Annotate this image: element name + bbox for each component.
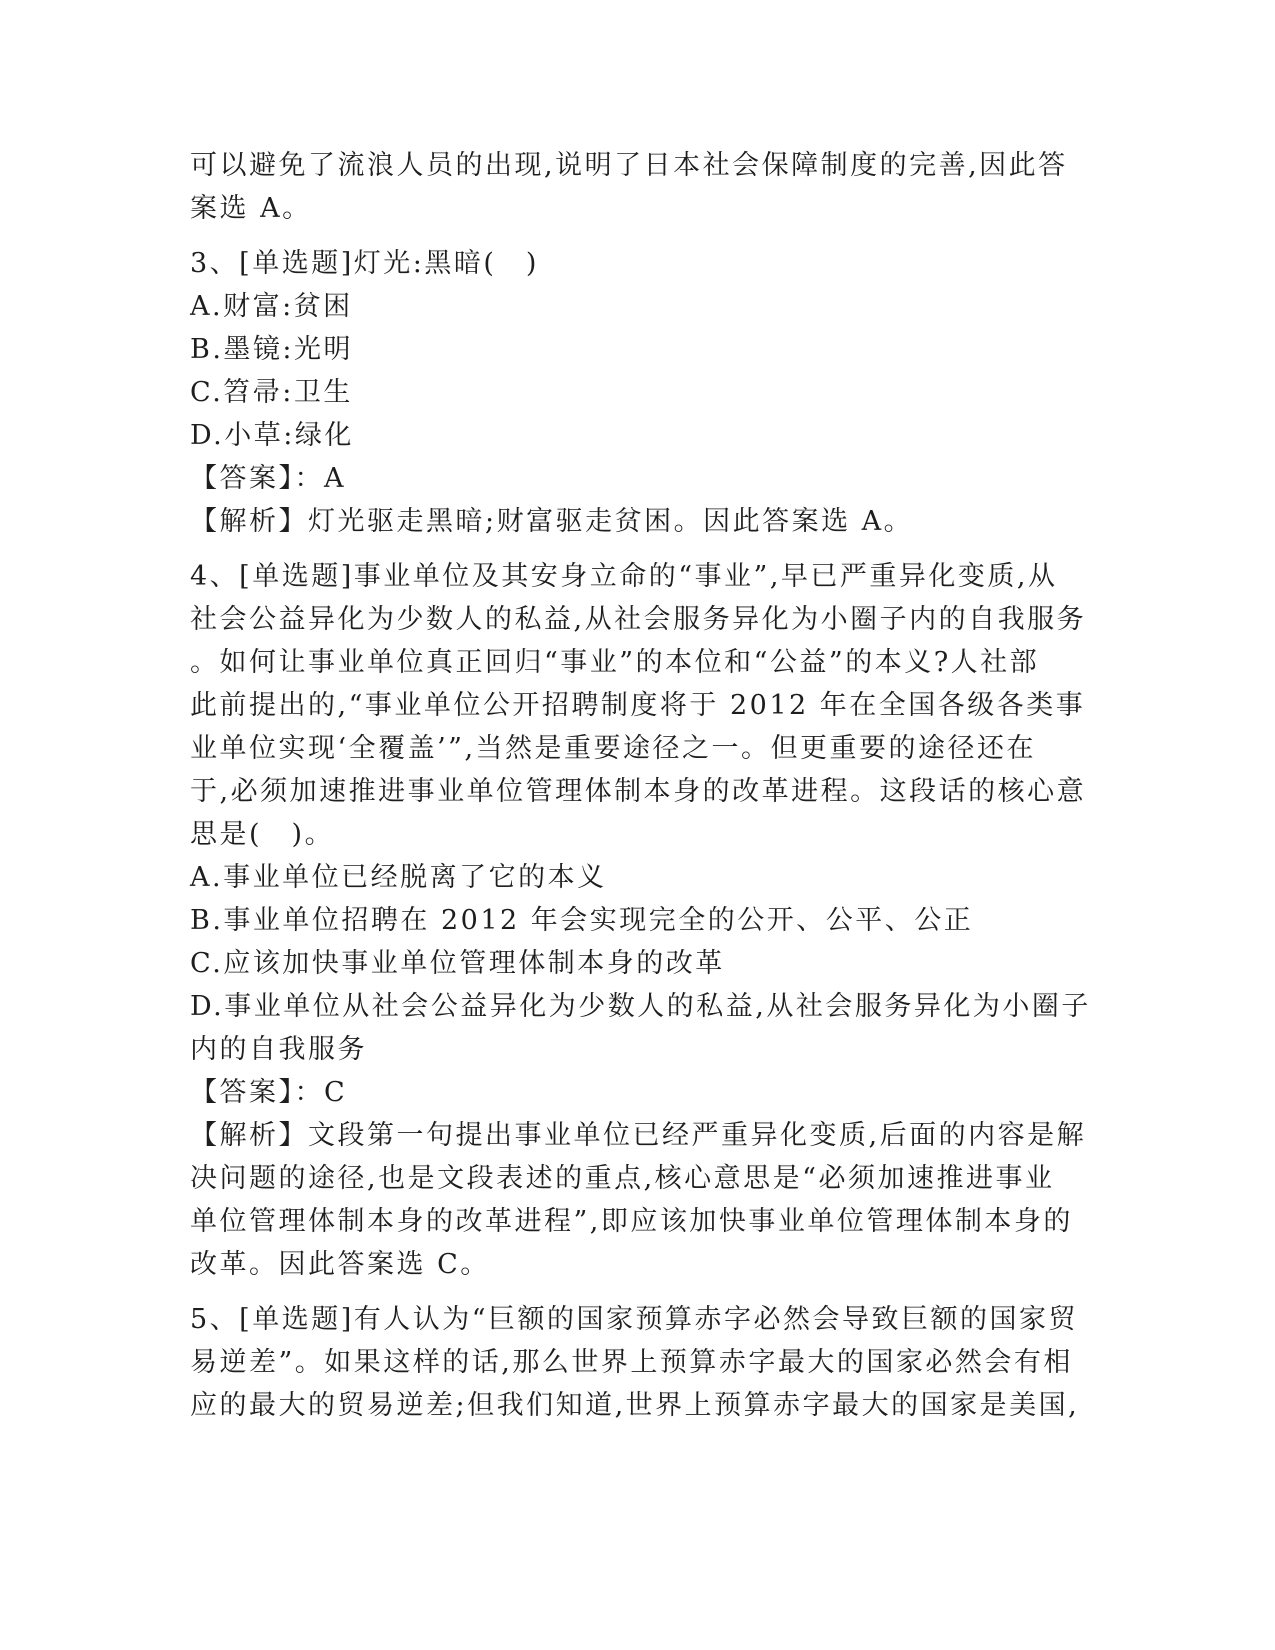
option-d: D.小草:绿化 bbox=[190, 420, 354, 451]
answer: 【答案】：C bbox=[190, 1077, 348, 1108]
analysis-line: 可以避免了流浪人员的出现,说明了日本社会保障制度的完善,因此答 bbox=[190, 150, 1068, 181]
option-d-line: 内的自我服务 bbox=[190, 1034, 367, 1065]
question-stem-line: 易逆差”。如果这样的话,那么世界上预算赤字最大的国家必然会有相 bbox=[190, 1347, 1073, 1378]
question-stem-line: 。如何让事业单位真正回归“事业”的本位和“公益”的本义?人社部 bbox=[190, 647, 1040, 678]
question-stem-line: 业单位实现‘全覆盖’”,当然是重要途径之一。但更重要的途径还在 bbox=[190, 733, 1037, 764]
question-stem-line: 于,必须加速推进事业单位管理体制本身的改革进程。这段话的核心意 bbox=[190, 776, 1087, 807]
previous-question-analysis-continuation bbox=[190, 144, 1085, 230]
answer: 【答案】：A bbox=[190, 463, 346, 494]
question-5 bbox=[190, 1298, 1085, 1427]
question-stem-line: 4、[单选题]事业单位及其安身立命的“事业”,早已严重异化变质,从 bbox=[190, 561, 1058, 592]
question-stem-line: 5、[单选题]有人认为“巨额的国家预算赤字必然会导致巨额的国家贸 bbox=[190, 1304, 1079, 1335]
option-d-line: D.事业单位从社会公益异化为少数人的私益,从社会服务异化为小圈子 bbox=[190, 991, 1091, 1022]
option-c: C.笤帚:卫生 bbox=[190, 377, 353, 408]
option-b: B.墨镜:光明 bbox=[190, 334, 354, 365]
option-a: A.财富:贫困 bbox=[190, 291, 353, 322]
analysis-line: 案选 A。 bbox=[190, 193, 312, 224]
analysis-line: 【解析】文段第一句提出事业单位已经严重异化变质,后面的内容是解 bbox=[190, 1120, 1087, 1151]
option-b: B.事业单位招聘在 2012 年会实现完全的公开、公平、公正 bbox=[190, 905, 974, 936]
analysis-line: 单位管理体制本身的改革进程”,即应该加快事业单位管理体制本身的 bbox=[190, 1206, 1073, 1237]
question-stem: 3、[单选题]灯光:黑暗( ) bbox=[190, 248, 539, 279]
question-stem-line: 社会公益异化为少数人的私益,从社会服务异化为小圈子内的自我服务 bbox=[190, 604, 1087, 635]
analysis: 【解析】灯光驱走黑暗;财富驱走贫困。因此答案选 A。 bbox=[190, 506, 914, 537]
question-stem-line: 应的最大的贸易逆差;但我们知道,世界上预算赤字最大的国家是美国, bbox=[190, 1390, 1080, 1421]
option-c: C.应该加快事业单位管理体制本身的改革 bbox=[190, 948, 725, 979]
analysis-line: 改革。因此答案选 C。 bbox=[190, 1249, 490, 1280]
question-stem-line: 思是( )。 bbox=[190, 819, 335, 850]
document-body bbox=[190, 144, 1091, 1427]
analysis-line: 决问题的途径,也是文段表述的重点,核心意思是“必须加速推进事业 bbox=[190, 1163, 1055, 1194]
question-stem-line: 此前提出的,“事业单位公开招聘制度将于 2012 年在全国各级各类事 bbox=[190, 690, 1086, 721]
question-4 bbox=[190, 555, 1091, 1286]
option-a: A.事业单位已经脱离了它的本义 bbox=[190, 862, 607, 893]
question-3 bbox=[190, 242, 1085, 543]
